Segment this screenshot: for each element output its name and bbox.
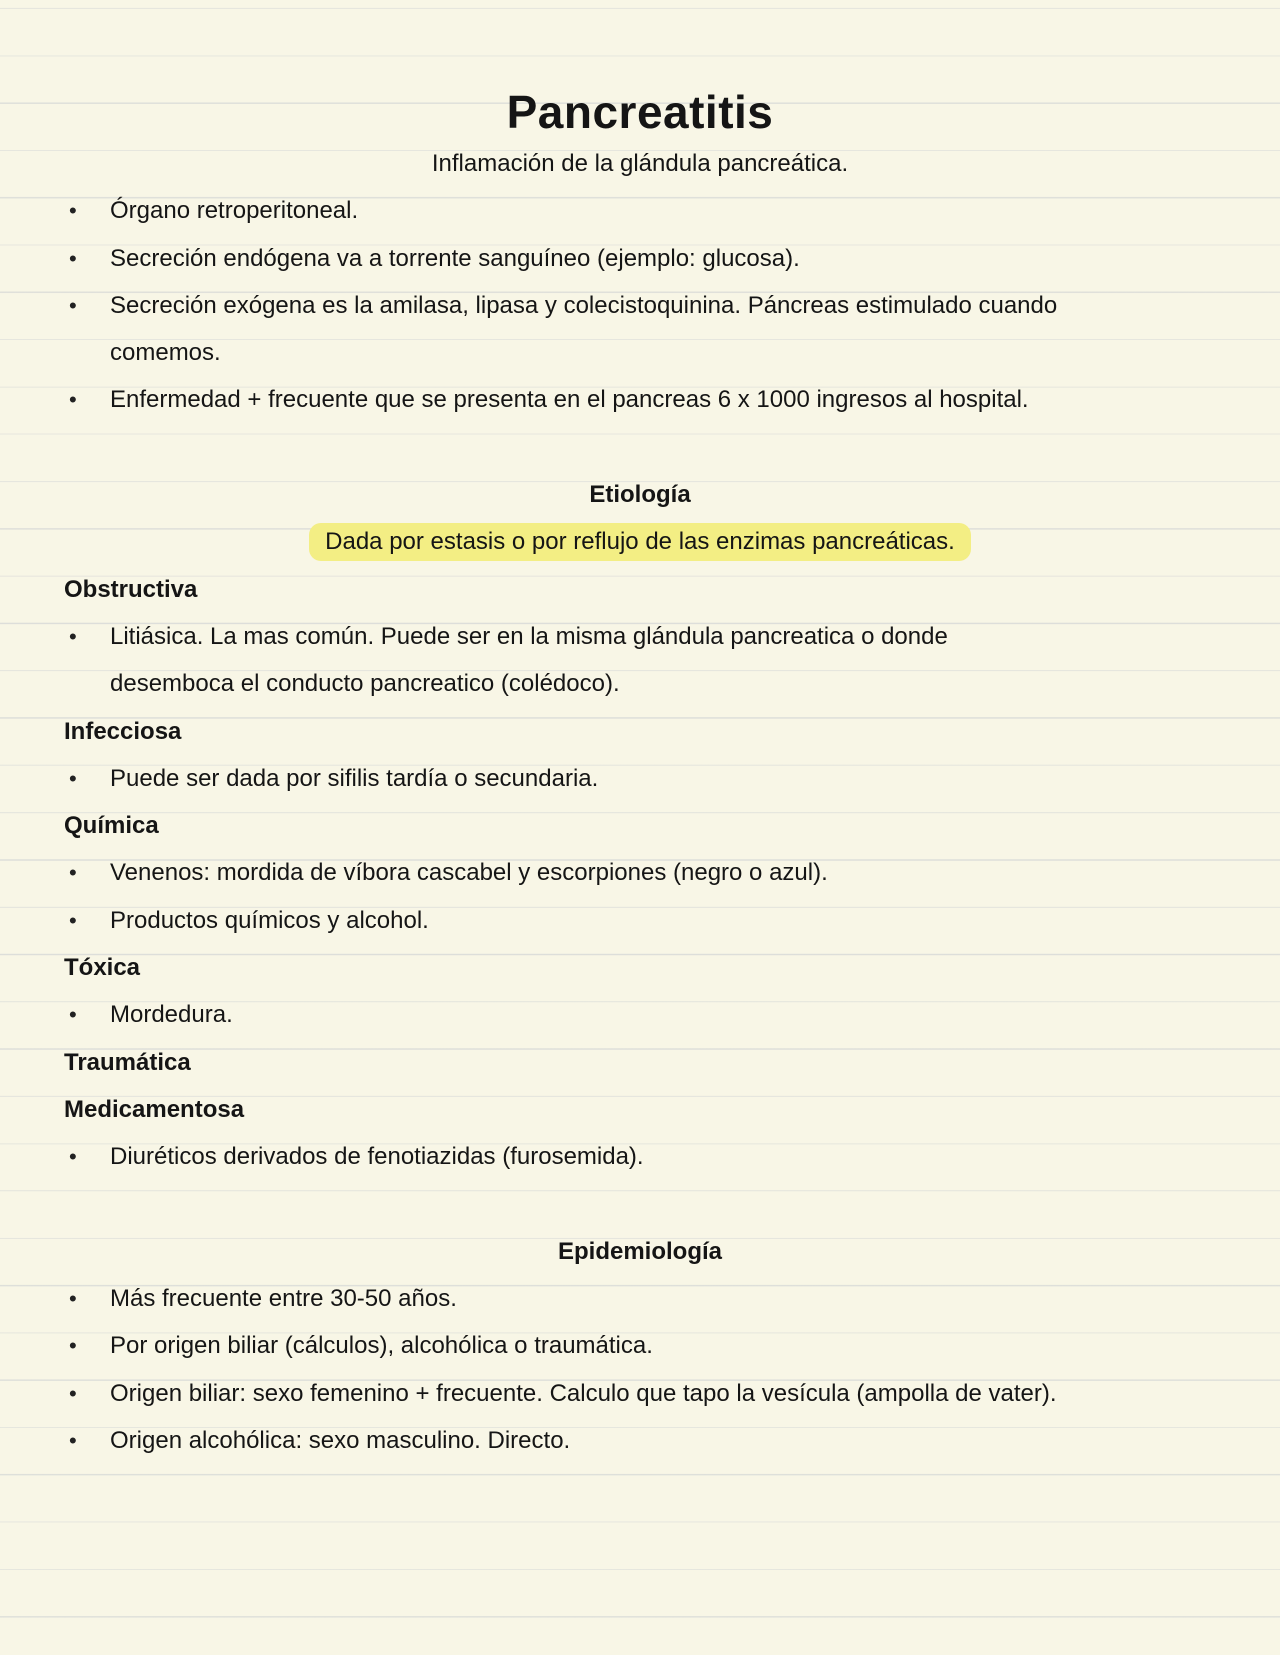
subsection-heading-traumatica: Traumática xyxy=(64,1048,191,1076)
bullet-item: • Enfermedad + frecuente que se presenta en el pancreas 6 x 1000 ingresos al hospital. xyxy=(64,376,1216,423)
bullet-item: • Origen alcohólica: sexo masculino. Directo. xyxy=(64,1417,1216,1464)
bullet-item: • Litiásica. La mas común. Puede ser en la misma glándula pancreatica o donde desemboca el conducto pancreatico (colédoco). xyxy=(64,613,1055,708)
subsection-heading-toxica: Tóxica xyxy=(64,954,141,982)
bullet-item: • Venenos: mordida de víbora cascabel y escorpiones (negro o azul). xyxy=(64,849,1216,896)
bullet-item: • Mordedura. xyxy=(64,991,1216,1038)
blank-line xyxy=(64,424,1216,471)
bullet-item: • Puede ser dada por sifilis tardía o secundaria. xyxy=(64,755,1216,802)
subsection-heading-obstructiva: Obstructiva xyxy=(64,575,198,603)
bullet-item: • Secreción endógena va a torrente sanguíneo (ejemplo: glucosa). xyxy=(64,235,1216,282)
highlighted-line xyxy=(64,518,1216,565)
bullet-item: • Secreción exógena es la amilasa, lipasa y colecistoquinina. Páncreas estimulado cuando comemos. xyxy=(64,282,1155,377)
subsection-heading-medicamentosa: Medicamentosa xyxy=(64,1095,245,1123)
bullet-item: • Órgano retroperitoneal. xyxy=(64,187,1216,234)
highlighted-text: Dada por estasis o por reflujo de las enzimas pancreáticas. xyxy=(309,523,971,561)
subtitle: Inflamación de la glándula pancreática. xyxy=(431,150,849,177)
subsection-heading-infecciosa: Infecciosa xyxy=(64,717,182,745)
bullet-item: • Más frecuente entre 30-50 años. xyxy=(64,1275,1216,1322)
bullet-item: • Productos químicos y alcohol. xyxy=(64,897,1216,944)
bullet-item: • Por origen biliar (cálculos), alcohólica o traumática. xyxy=(64,1322,1216,1369)
blank-line xyxy=(64,1181,1216,1228)
bullet-item: • Diuréticos derivados de fenotiazidas (furosemida). xyxy=(64,1133,1216,1180)
subsection-heading-quimica: Química xyxy=(64,812,159,840)
section-heading-etiologia: Etiología xyxy=(589,481,691,509)
section-heading-epidemiologia: Epidemiología xyxy=(557,1237,722,1265)
bullet-item: • Origen biliar: sexo femenino + frecuente. Calculo que tapo la vesícula (ampolla de vater). xyxy=(64,1370,1216,1417)
page-title: Pancreatitis xyxy=(506,86,774,138)
